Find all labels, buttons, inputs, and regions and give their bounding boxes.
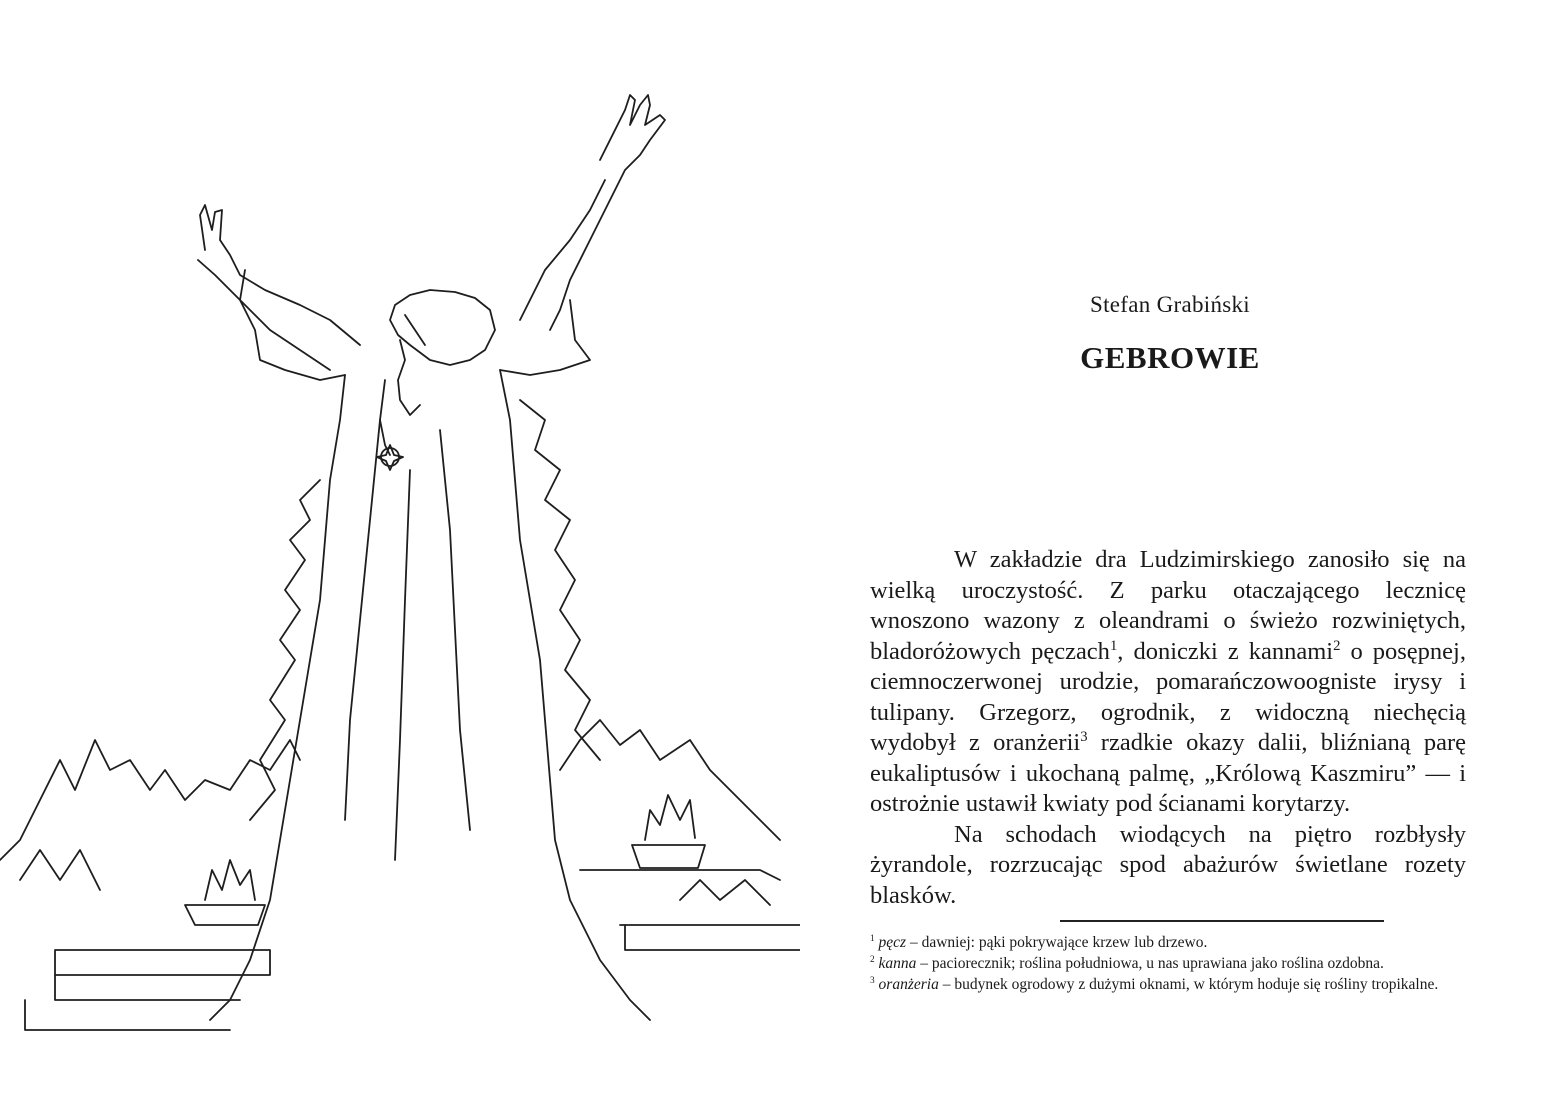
body-paragraph-1 <box>870 545 1466 820</box>
footnote-ref: 2 <box>1333 637 1341 654</box>
footnote-separator <box>1060 920 1384 922</box>
footnote-number: 2 <box>870 954 875 965</box>
left-brazier <box>185 905 265 925</box>
footnote-text: – budynek ogrodowy z dużymi oknami, w którym hoduje się rośliny tropikalne. <box>938 976 1439 993</box>
footnote-number: 3 <box>870 975 875 986</box>
left-sleeve <box>240 270 345 380</box>
footnote-term: kanna <box>878 955 917 972</box>
footnote-ref: 3 <box>1080 728 1088 745</box>
text-segment: W zakładzie dra Ludzimirskiego zanosiło się na wielką uroczystość. Z parku otaczającego lecznicę wnoszono wazony z oleandrami o świeżo rozwiniętych, bladoróżowych pęczach <box>870 546 1466 665</box>
author-name: Stefan Grabiński <box>1089 292 1251 317</box>
text-segment: , doniczki z kannami <box>1117 637 1334 665</box>
footnote-term: pęcz <box>878 934 907 951</box>
right-brazier <box>632 845 705 868</box>
background-flames-right <box>560 720 780 840</box>
footnote-1 <box>870 932 1466 953</box>
star-pendant <box>381 448 399 466</box>
story-title: GEBROWIE <box>1080 340 1260 375</box>
robe-flames <box>250 480 320 820</box>
pendant-chain <box>380 380 390 455</box>
background-flames-left <box>0 740 300 860</box>
footnote-text: – paciorecznik; roślina południowa, u nas uprawiana jako roślina ozdobna. <box>916 955 1384 972</box>
head <box>390 290 495 365</box>
text-segment: o posępnej, ciemnoczerwonej urodzie, pomarańczowoogniste irysy i tulipany. Grzegorz, ogrodnik, z widoczną niechęcią wydobył z oranżerii <box>870 637 1466 756</box>
story-body <box>870 545 1466 911</box>
text-segment: rzadkie okazy dalii, bliźnianą parę eukaliptusów i ukochaną palmę, „Królową Kaszmiru” — i ostrożnie ustawił kwiaty pod ścianami korytarzy. <box>870 729 1466 817</box>
beard <box>398 340 420 415</box>
footnote-text: – dawniej: pąki pokrywające krzew lub drzewo. <box>906 934 1208 951</box>
robe <box>210 375 345 1020</box>
footnote-number: 1 <box>870 933 875 944</box>
right-arm <box>550 95 665 330</box>
right-sleeve <box>500 300 590 375</box>
left-arm <box>200 205 360 345</box>
footnote-ref: 1 <box>1109 637 1118 654</box>
body-paragraph-2: Na schodach wiodących na piętro rozbłysły żyrandole, rozrzucając spod abażurów świetlane rozety blasków. <box>870 820 1466 909</box>
footnote-3 <box>870 974 1466 995</box>
left-steps <box>55 950 270 975</box>
footnote-2 <box>870 953 1466 974</box>
footnotes <box>870 932 1466 995</box>
footnote-term: oranżeria <box>878 976 939 993</box>
